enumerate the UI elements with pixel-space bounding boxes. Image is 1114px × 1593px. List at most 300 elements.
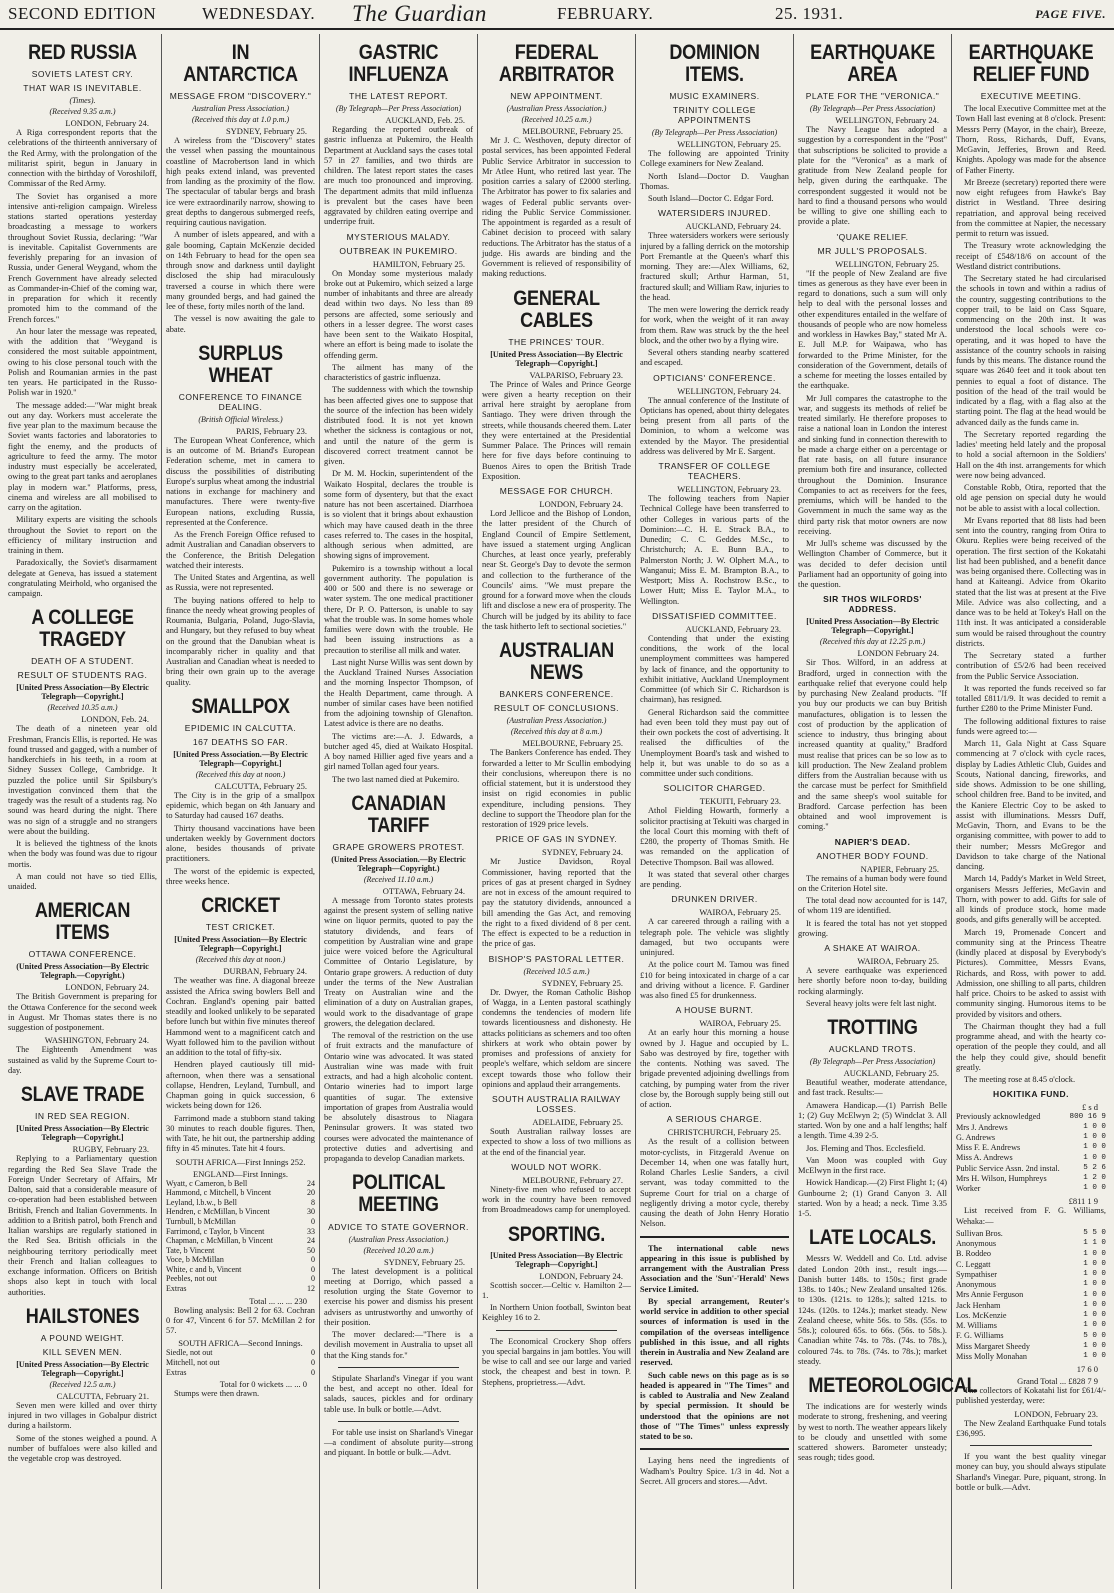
paragraph: At the police court M. Tamou was fined £10 for being intoxicated in charge of a car and driving without a licence. F. Gardiner was also fined £5 for drunkenness. [640, 960, 789, 1001]
headline-surplus-wheat: SURPLUS WHEAT [198, 341, 283, 387]
fund-row-value: 1 0 0 [1083, 1352, 1106, 1361]
scorecard [166, 1348, 315, 1377]
subhead: AUCKLAND TROTS. [828, 1044, 917, 1055]
subhead: SOVIETS LATEST CRY. [31, 69, 134, 80]
subhead: ANOTHER BODY FOUND. [816, 850, 929, 861]
fund-row [956, 1301, 1106, 1311]
subhead: A SHAKE AT WAIROA. [824, 943, 921, 954]
paragraph: The collectors of Kokatahi list for £61/4/- published yesterday, were: [956, 1386, 1106, 1406]
fund-row [956, 1123, 1106, 1133]
credit: (By Telegraph—Per Press Association) [651, 128, 778, 138]
paragraph: South Australian railway losses are expected to show a loss of two millions as at the end of the financial year. [482, 1127, 631, 1157]
paragraph: Mr J. C. Westhoven, deputy director of postal services, has been appointed Federal Public Service Arbitrator in succession to Mr Atlee Hunt, who retired last year. The position carries a salary of £2000 sterling. The Arbitrator has power to fix salaries and wages of Federal public servants over-riding the Public Service Commissioner. The appointment is regarded as a result of Cabinet decision to proceed with salary reductions. The Arbitrator has the status of a judge. His awards are binding and the Government is relieved of responsibility of making reductions. [482, 136, 631, 279]
subhead: EPIDEMIC IN CALCUTTA. [184, 722, 297, 733]
dateline: SYDNEY, February 25. [541, 977, 623, 988]
subhead: TRANSFER OF COLLEGE TEACHERS. [658, 461, 771, 482]
fund-row-value: 1 0 0 [1083, 1143, 1106, 1152]
day-label: WEDNESDAY. [202, 4, 316, 23]
dateline: WASHINGTON, February 24. [44, 1035, 149, 1046]
paragraph: The following teachers from Napier Technical College have been transferred to other Colleges in various parts of the Dominion:—C. H. E. Strack B.A., to Dunedin; C. C. Geddes M.Sc., to Christchurch; A. E. Bunn B.A., to Palmerston North; J. W. Olphert M.A., to Wanganui; Miss E. M. Brampton B.A., to Westport; Miss A. Rochstrow B.Sc., to Lower Hutt; Miss E. Taylor M.A., to Wellington. [640, 494, 789, 606]
score-row [166, 1255, 315, 1265]
score-row [166, 1348, 315, 1358]
received-time: (Received this day at 12.25 p.m.) [819, 637, 926, 647]
paragraph: It is believed the tightness of the knots when the body was found was due to rigour mortis. [8, 839, 157, 869]
divider [970, 1445, 1092, 1446]
fund-total: £811 1 9 [1068, 1196, 1098, 1207]
fund-row [956, 1164, 1106, 1174]
score-row-value: 0 [311, 1216, 315, 1226]
dateline: WELLINGTON, February 24. [835, 115, 939, 126]
paragraph: A message from Toronto states protests against the present system of selling native wine on liquor permits, quoted to pay the statutory dividends, and fears of competition by Australian wine and grape juice were voiced before the Agricultural Committee of Ontario Legislature, by Ontario grape growers. A reduction of duty under the terms of the New Australian Treaty on Australian wine and the elimination of a duty on Australian grapes, would work to the disadvantage of grape growers, the delegation declared. [324, 895, 473, 1028]
fund-row-value: 1 0 0 [1083, 1280, 1106, 1289]
dateline: LONDON, February 24. [539, 499, 623, 510]
subhead: A HOUSE BURNT. [675, 1005, 754, 1016]
fund-row-name: Worker [956, 1184, 981, 1194]
dateline: WELLINGTON, February 25. [835, 258, 939, 269]
paragraph: Van Moon was coupled with Guy McElwyn in the first race. [798, 1155, 947, 1176]
fund-row-name: M. Williams [956, 1321, 997, 1331]
fund-row-name: Sullivan Bros. [956, 1228, 1003, 1238]
paragraph: Thirty thousand vaccinations have been undertaken weekly by Government doctors alone, besides thousands of private practitioners. [166, 823, 315, 864]
credit: (By Telegraph—Per Press Association) [335, 104, 462, 114]
paragraph: The Secretary stated a further contribution of £5/2/6 had been received from the Public Service Association. [956, 651, 1106, 681]
fund-row-value: 1 0 0 [1083, 1270, 1106, 1279]
received-time: (Received 10.20 a.m.) [363, 1245, 434, 1255]
fund-row-value: 5 5 0 [1083, 1229, 1106, 1238]
subhead: MESSAGE FOR CHURCH. [499, 486, 614, 497]
paragraph: The following are appointed Trinity College examiners for New Zealand. [640, 149, 789, 169]
received-time: (Received 10.35 a.m.) [47, 703, 118, 713]
paragraph: The Soviet has organised a more intensive anti-religion campaign. Wireless stations started operations yesterday broadcasting a message to workers throughout Soviet Russia, declaring: "War is inevitable. Capitalist Governments are feverishly preparing for an invasion of Russia, under General Weygand, whom the French Government have already selected as Commander-in-Chief of the coming war, in preparation for which it recently promoted him to the command of the French forces." [8, 191, 157, 324]
dateline: NAPIER, February 25. [860, 863, 939, 874]
score-row-name: Siedle, not out [166, 1348, 213, 1358]
subhead: RESULT OF CONCLUSIONS. [494, 703, 619, 714]
score-row-name: Turnbull, b McMillan [166, 1216, 236, 1226]
cable-notice: The international cable news appearing in this issue is published by arrangement with the Australian Press Association and the 'Sun'-'Herald' News Service Limited. [640, 1243, 789, 1294]
credit: [United Press Association—By Electric Telegraph—Copyright.] [16, 1359, 149, 1378]
score-row [166, 1358, 315, 1368]
credit: [United Press Association—By Electric Telegraph—Copyright.] [174, 935, 307, 954]
credit: Australian Press Association.) [191, 104, 290, 114]
headline-sporting: SPORTING. [507, 1222, 606, 1246]
score-row [166, 1274, 315, 1284]
dateline: LONDON, Feb. 24. [81, 714, 149, 725]
subhead: DRUNKEN DRIVER. [671, 894, 758, 905]
score-row-name: Mitchell, not out [166, 1358, 220, 1367]
credit: (Australian Press Association.) [348, 1234, 449, 1244]
subhead: WATERSIDERS INJURED. [658, 208, 771, 219]
received-time: (Received this day at 8 a.m.) [510, 727, 603, 737]
paragraph: A man could not have so tied Ellis, unaided. [8, 871, 157, 892]
score-row [166, 1217, 315, 1227]
score-row [166, 1265, 315, 1275]
fund-row-name: Miss Margaret Sheedy [956, 1341, 1030, 1351]
divider [338, 1421, 459, 1422]
fund-row-name: Previously acknowledged [956, 1112, 1041, 1122]
headline-australian-news: AUSTRALIAN NEWS [499, 639, 614, 685]
paragraph: March 11, Gala Night at Cass Square commencing at 7 o'clock with cycle races, display by Ladies Athletic Club, Guides and Scouts, National dancing, fireworks, and side shows. Admission to be one shilling, school children free. Band to be invited, and the Kaniere Electric Coy to be asked to assist with illuminations. Messrs Duff, McGavin, Thorn, and Evans to be the organising committee, with power to add to their number; Messrs McGregor and Davidson to take charge of the National dancing. [956, 739, 1106, 872]
paragraph: Farrimond made a stubborn stand taking 30 minutes to reach double figures. Then, with Tate, he hit out, the partnership adding fifty in 45 minutes. Tate hit 4 fours. [166, 1113, 315, 1154]
subhead: KILL SEVEN MEN. [42, 1346, 123, 1357]
score-row-value: 0 [311, 1255, 315, 1265]
received-time: (Received 10.25 a.m.) [521, 115, 592, 125]
fund-row [956, 1153, 1106, 1163]
dateline: DURBAN, February 24. [223, 966, 307, 977]
fund-row-name: Public Service Assn. 2nd instal. [956, 1163, 1060, 1173]
subhead: TEST CRICKET. [205, 922, 276, 933]
subhead: GRAPE GROWERS PROTEST. [332, 841, 465, 852]
score-row [166, 1227, 315, 1237]
paragraph: March 19, Promenade Concert and community sing at the Princess Theatre (kindly placed at disposal by Everybody's Pictures). Committee, Messrs Evans, Richards, and Ross, with power to add. Admission, one shilling to all parts, children half price. Choirs to be asked to assist with community singing. Humorous items to be provided by visitors and others. [956, 927, 1106, 1019]
subhead: SOLICITOR CHARGED. [663, 783, 766, 794]
fund-row [956, 1331, 1106, 1341]
score-row-name: White, c and b, Vincent [166, 1264, 242, 1274]
advertisement: Stipulate Sharland's Vinegar if you want the best, and accept no other. Ideal for salads, sauces, pickles and for ordinary table use. In bulk or bottle.—Advt. [324, 1373, 473, 1414]
headline-college-tragedy: A COLLEGE TRAGEDY [31, 606, 134, 652]
advertisement: The Economical Crockery Shop offers you special bargains in jam bottles. You will be wise to call and see our large and varied stock, the cheapest and best in town. P. Stephens, proprietress.—Advt. [482, 1336, 631, 1387]
dateline: AUCKLAND, Feb. 25. [385, 115, 465, 126]
fund-row-name: Sympathiser [956, 1269, 997, 1279]
paragraph: The buying nations offered to help to finance the needy wheat growing peoples of Roumania, Bulgaria, Poland, Jugo-Slavia, and Hungary, but they refused to buy wheat on the ground that the Danubian wheat is incomparably richer in quality and that Australian and Canadian wheat is needed to bring their own grain up to the average quality. [166, 595, 315, 687]
paragraph: Three watersiders workers were seriously injured by a falling derrick on the motorship Port Fremantle at the Queen's wharf this morning. They are:—Alex Williams, 62, fractured skull; Arthur Harman, 51, fractured skull; and William Raw, injuries to the head. [640, 231, 789, 302]
columns [4, 34, 1110, 1589]
column-2 [162, 34, 320, 1589]
paragraph: List received from F. G. Williams, Wehaka:— [956, 1206, 1106, 1226]
dateline: VALPARISO, February 23. [529, 369, 623, 380]
paragraph: A car careered through a railing with a telegraph pole. The vehicle was slightly damaged, but two occupants were uninjured. [640, 917, 789, 958]
score-row-value: 12 [307, 1284, 315, 1294]
score-row-value: 0 [311, 1367, 315, 1377]
dateline: CHRISTCHURCH, February 25. [667, 1127, 781, 1138]
paragraph: The Prince of Wales and Prince George were given a hearty reception on their arrival here straight by aeroplane from Santiago. They were driven through the streets, while thousands cheered them. Later they were entertained at the Presidential Summer Palace. The Princes will remain here for five days before continuing to Buenos Aires to open the British Trade Exposition. [482, 379, 631, 481]
paragraph: In Northern Union football, Swinton beat Keighley 16 to 2. [482, 1303, 631, 1323]
dateline: WELLINGTON, February 23. [677, 484, 781, 495]
dateline: SYDNEY, February 25. [225, 126, 307, 137]
dateline: AUCKLAND, February 25. [843, 1068, 939, 1079]
credit: (British Official Wireless.) [198, 414, 283, 424]
subhead: THAT WAR IS INEVITABLE. [23, 83, 142, 94]
dateline: WAIROA, February 25. [699, 907, 781, 918]
paragraph: Scottish soccer.—Celtic v. Hamilton 2—1. [482, 1280, 631, 1300]
paragraph: The meeting rose at 8.45 o'clock. [964, 1075, 1076, 1085]
paragraph: As the result of a collision between motor-cyclists, in Fitzgerald Avenue on December 14, when one was fatally hurt, Roland Charles Leslie Sanders, a civil servant, was today committed to the Supreme Court for trial on a charge of negligently driving a motor cycle, thereby causing the death of John Henry Horatio Nelson. [640, 1137, 789, 1229]
fund-row [956, 1321, 1106, 1331]
score-row-value: 8 [311, 1197, 315, 1207]
paragraph: Howick Handicap.—(2) First Flight 1; (4) Gunbourne 2; (1) Grand Canyon 3. All started. Won by a head; a neck. Time 3.35 1-5. [798, 1178, 947, 1219]
paragraph: It was stated that several other charges are pending. [640, 869, 789, 890]
paragraph: Athol Fielding Howarth, formerly a solicitor practising at Tekuiti was charged in the local Court this morning with theft of £280, the property of Thomas Smith. He was remanded on the application of Detective Thompson. Bail was allowed. [640, 806, 789, 867]
received-time: (Received 9.35 a.m.) [49, 107, 116, 117]
paragraph: The total dead now accounted for is 147, of whom 119 are identified. [798, 896, 947, 916]
paragraph: The City is in the grip of a smallpox epidemic, which began on 4th January and to Saturday had caused 167 deaths. [166, 790, 315, 821]
paragraph: It was reported the funds received so far totalled £811/1/9. It was decided to remit a further £280 to the Prime Minister Fund. [956, 683, 1106, 714]
column-1 [4, 34, 162, 1589]
month-label: FEBRUARY. [557, 4, 654, 23]
fund-row-value: 1 0 0 [1083, 1249, 1106, 1258]
paragraph: Sir Thos. Wilford, in an address at Bradford, urged in connection with the earthquake relief that everyone could help by purchasing New Zealand products. "If you buy our products we can buy British manufactures, obligation is to lessen the cost of production by the application of science to industry, thus bringing about increased quantity at quality," Bradford must realise that prices can be so low as to kill production. The New Zealand problem differs from the Australian because with us the carcase must be perfect for Smithfield and the same sheep's wool suitable for Bradford. Carcase perfection has been obtained and wool improvement is coming." [798, 658, 947, 832]
score-row-value: 0 [311, 1358, 315, 1367]
score-row-name: Hammond, c Mitchell, b Vincent [166, 1188, 272, 1198]
fund-row [956, 1260, 1106, 1270]
subhead: SIR THOS WILFORDS' ADDRESS. [823, 594, 922, 615]
score-row [166, 1368, 315, 1378]
score-row-name: Wyatt, c Cameron, b Bell [166, 1178, 248, 1188]
paragraph: Dr M. M. Hockin, superintendent of the Waikato Hospital, declares the trouble is some form of dysentery, but that the exact nature has not been ascertained. Diarrhoea is so violent that it brings about exhaustion which may have caused death in the three cases referred to. The cases in the hospital, although serious when admitted, are showing signs of improvement. [324, 469, 473, 561]
dateline: SYDNEY, February 25. [383, 1256, 465, 1267]
subhead: A POUND WEIGHT. [40, 1332, 125, 1343]
credit: [United Press Association—By Electric Telegraph—Copyright.] [16, 683, 149, 702]
headline-late-locals: LATE LOCALS. [808, 1226, 936, 1250]
fund-row-name: F. G. Williams [956, 1331, 1004, 1341]
advertisement: For table use insist on Sharland's Vinegar—a condiment of absolute purity—strong and piquant. In bottle or bulk.—Advt. [324, 1427, 473, 1458]
score-row-value: 24 [307, 1236, 315, 1246]
credit: (United Press Association.—By Electric Telegraph—Copyright.) [331, 854, 466, 873]
subhead: THE LATEST REPORT. [349, 91, 448, 102]
credit: (Times). [69, 96, 96, 106]
divider [338, 1367, 459, 1368]
paragraph: A number of islets appeared, and with a gale booming, Captain McKenzie decided on 14th February to head for the open sea through snow and darkness until daylight disclosed the ship had miraculously traversed a course in which there were many grounded bergs, and had gained the lee of these, forty miles north of the land. [166, 230, 315, 312]
subhead: PRICE OF GAS IN SYDNEY. [495, 834, 618, 845]
credit: [United Press Association—By Electric Telegraph—Copyright.] [490, 1250, 623, 1269]
paragraph: South Island—Doctor C. Edgar Ford. [648, 194, 774, 204]
headline-canadian-tariff: CANADIAN TARIFF [351, 791, 446, 837]
paragraph: "If the people of New Zealand are five times as generous as they have ever been in regard to donations, such a sum will only help to deal with the personal losses and other expenditures entailed in the welfare of thousands of people who are now homeless and workless in Hawkes Bay," stated Mr A. E. Jull M.P. for Waipawa, who has forwarded to the Prime Minister, for the consideration of the Government, details of a scheme for meeting the losses entailed by the earthquake. [798, 268, 947, 391]
subhead: NAPIER'S DEAD. [834, 836, 911, 847]
column-3 [320, 34, 478, 1589]
paragraph: Replying to a Parliamentary question regarding the Red Sea Slave Trade the Foreign Under Secretary of Affairs, Mr Dalton, said that a considerable measure of co-operation had been established between British, French and Italian Governments. In addition to a British patrol, both French and Italian warships are regularly stationed in the Red Sea. British officials in the neighbouring territory periodically meet their French and Italian colleagues to exchange information. Officers on British shops also kept in touch with local authorities. [8, 1154, 157, 1297]
dateline: AUCKLAND, February 23. [685, 623, 781, 634]
fund-row-value: 1 0 0 [1083, 1122, 1106, 1131]
subhead: MUSIC EXAMINERS. [669, 91, 760, 102]
fund-row [956, 1342, 1106, 1352]
fund-subtotal: 17 6 0 [1076, 1364, 1098, 1375]
paragraph: Paradoxically, the Soviet's disarmament delegate at Geneva, has issued a statement congratulating Meirhold, who organised the campaign. [8, 558, 157, 599]
currency-header: £ s d [1081, 1102, 1098, 1113]
innings-label: ENGLAND—First Innings. [193, 1168, 288, 1179]
headline-federal-arbitrator: FEDERAL ARBITRATOR [498, 41, 615, 87]
fund-grand-total: Grand Total ... £828 7 9 [1017, 1376, 1098, 1387]
score-row-name: Extras [166, 1367, 187, 1377]
paragraph: The death of a nineteen year old Freshman, Francis Ellis, is reported. He was found trussed and gagged, with a number of handkerchiefs in his teeth, in a room at Sidney Sussex College, Cambridge. It puzzled the police until Sir Spilsbury's investigation convinced them that the tragedy was the result of a students rag. No sound was heard during the night. There was no sign of a struggle and no strangers were about the building. [8, 724, 157, 836]
dateline: LONDON, February 23. [1014, 1408, 1098, 1419]
masthead [0, 0, 1114, 30]
paragraph: The indications are for westerly winds moderate to strong, freshening, and veering by west to north. The weather appears likely to be cloudy and unsettled with some scattered showers. Barometer unsteady; seas rough; tides good. [798, 1402, 947, 1463]
newspaper-title: The Guardian [352, 1, 487, 26]
paragraph: Constable Robb, Otira, reported that the old age pension on special duty he would not be able to assist with a local collection. [956, 483, 1106, 513]
paragraph: The ailment has many of the characteristics of gastric influenza. [324, 362, 473, 383]
cable-notice: Such cable news on this page as is so headed is appeared in "The Times" and is cabled to Australia and New Zealand by special permission. It should be understood that the opinions are not those of "The Times" unless expressly stated to be so. [640, 1370, 789, 1442]
paragraph: Stumps were then drawn. [174, 1389, 260, 1399]
cable-notice: By special arrangement, Reuter's world service in addition to other special sources of information is used in the compilation of the overseas intelligence published in this issue, and all rights therein in Australia and New Zealand are reserved. [640, 1296, 789, 1368]
dateline: WELLINGTON, February 24. [677, 385, 781, 396]
fund-row-value: 1 0 0 [1083, 1341, 1106, 1350]
fund-row [956, 1239, 1106, 1249]
headline-trotting: TROTTING [827, 1016, 918, 1040]
dateline: CALCUTTA, February 21. [56, 1390, 149, 1401]
paragraph: The Secretary stated he had circularised the schools in town and within a radius of the country, suggesting contributions to the copper trail, to be laid on Cass Square, commencing on the 20th inst. It was understood the local schools were co-operating, and it was hoped to have the assistance of the country schools in raising funds by this means. The distance round the square was 2640 feet and it took about ten pennies to equal a foot of distance. The position of the head of the trail would be indicated by a flag, with a flag also at the starting point. The flag at the head would be advanced daily as the funds came in. [956, 274, 1106, 427]
score-row-name: Peebles, not out [166, 1274, 217, 1284]
credit: (By Telegraph—Per Press Association) [809, 1057, 936, 1067]
subhead: HOKITIKA FUND. [992, 1089, 1070, 1100]
score-row [166, 1284, 315, 1294]
divider [640, 1236, 789, 1238]
paragraph: Military experts are visiting the schools throughout the Soviet to report on the efficiency of military instruction and training in them. [8, 515, 157, 556]
subhead: EXECUTIVE MEETING. [980, 91, 1082, 102]
fund-row-name: Mrs J. Andrews [956, 1122, 1008, 1132]
paragraph: Mr Jull compares the catastrophe to the war, and suggests its methods of relief be treated similarly. He therefore proposes to raise a national loan in London the interest and sinking fund in connection therewith to be made a charge either on a percentage or flat rate basis, on all future insurance premium both fire and insurance, collected throughout the Dominion. Insurance Companies to act as receivers for the fees, premiums, which will be handed to the Government in much the same way as the third party risk that motor owners are now receiving. [798, 393, 947, 536]
headline-political-meeting: POLITICAL MEETING [352, 1171, 445, 1217]
paragraph: The two last named died at Pukemiro. [332, 774, 460, 784]
paragraph: Pukemiro is a township without a local government authority. The population is 400 or 500 and there is no sewerage or water system. The one medical practitioner there, Dr P. O. Patterson, is unable to say what the trouble was. In some homes whole families were down with the trouble. He had been issuing instructions as a precaution to sterilise all milk and water. [324, 563, 473, 655]
paragraph: The latest development is a political meeting at Dorrigo, which passed a resolution urging the State Governor to exercise his power and dismiss his present advisers as untrustworthy and unworthy of their position. [324, 1266, 473, 1327]
date-label: 25. 1931. [775, 4, 844, 23]
dateline: HAMILTON, February 25. [372, 258, 465, 269]
dateline: MELBOURNE, February 25. [522, 738, 623, 749]
paragraph: The Chairman thought they had a full programme ahead, and with the hearty co-operation of the people they could, and all the help they could give, should benefit greatly. [956, 1021, 1106, 1072]
fund-row-value: 5 0 0 [1083, 1331, 1106, 1340]
subhead: SOUTH AUSTRALIA RAILWAY LOSSES. [492, 1094, 621, 1115]
edition-label: SECOND EDITION [8, 4, 157, 23]
paragraph: Dr. Dwyer, the Roman Catholic Bishop of Wagga, in a Lenten pastoral scathingly condemns the tendencies of modern life towards licentiousness and dishonesty. He attacks politicians as schemers and too often shirkers at work who obtain power by promises and professions of anxiety for people's welfare, which seldom are sincere except towards those who follow their opinions and applaud their arrangements. [482, 987, 631, 1089]
fund-row-value: 1 0 0 [1083, 1290, 1106, 1299]
paragraph: The Eighteenth Amendment was sustained as valid by the Supreme Court to-day. [8, 1045, 157, 1075]
dateline: PARIS, February 23. [236, 425, 307, 436]
fund-row [956, 1270, 1106, 1280]
paragraph: Seven men were killed and over thirty injured in two villages in Gobalpur district during a hailstorm. [8, 1400, 157, 1431]
divider [496, 1330, 617, 1331]
paragraph: The Treasury wrote acknowledging the receipt of £548/18/6 on account of the Westland district contributions. [956, 241, 1106, 271]
fund-row-name: Jack Henham [956, 1300, 1001, 1310]
paragraph: Mr Jull's scheme was discussed by the Wellington Chamber of Commerce, but it was decided to defer decision until Parliament had an opportunity of going into the question. [798, 539, 947, 590]
fund-row [956, 1249, 1106, 1259]
subhead: OTTAWA CONFERENCE. [28, 949, 137, 960]
subhead: 167 DEATHS SO FAR. [192, 736, 289, 747]
paragraph: Ninety-five men who refused to accept work in the country have been removed from Broadmeadows camp for unemployed. [482, 1184, 631, 1215]
headline-smallpox: SMALLPOX [191, 694, 290, 718]
column-7 [952, 34, 1110, 1589]
dateline: WAIROA, February 25. [699, 1018, 781, 1029]
paragraph: The New Zealand Earthquake Fund totals £36,995. [956, 1418, 1106, 1438]
headline-gastric-influenza: GASTRIC INFLUENZA [348, 41, 449, 87]
score-row-value: 0 [311, 1264, 315, 1274]
innings-total: Total for 0 wickets ... ... 0 [219, 1379, 307, 1390]
fund-row-value: 1 0 0 [1083, 1321, 1106, 1330]
paragraph: The European Wheat Conference, which is an outcome of M. Briand's European Federation scheme, met in camera to discuss the possibilities of distributing Europe's surplus wheat among the industrial nations in exchange for machinery and manufactures. There were twenty-five European nations, excluding Russia, represented at the Conference. [166, 435, 315, 527]
headline-american-items: AMERICAN ITEMS [34, 899, 131, 945]
paragraph: It is feared the total has not yet stopped growing. [798, 918, 947, 938]
paragraph: The men were lowering the derrick ready for work, when the weight of it ran away from them. Raw was struck by the the heel block, and the other two by a flying wire. [640, 305, 789, 345]
paragraph: Beautiful weather, moderate attendance, and fast track. Results:— [798, 1078, 947, 1098]
paragraph: The victims are:—A. J. Edwards, a butcher aged 45, died at Waikato Hospital. A boy named Hillier aged five years and a girl named Tollan aged four years. [324, 731, 473, 772]
score-row [166, 1207, 315, 1217]
headline-earthquake-relief-fund: EARTHQUAKE RELIEF FUND [968, 41, 1094, 87]
score-row [166, 1198, 315, 1208]
score-row [166, 1236, 315, 1246]
credit: [United Press Association—By Electric Telegraph—Copyright.] [490, 349, 623, 368]
subhead: A SERIOUS CHARGE. [666, 1114, 763, 1125]
fund-list [956, 1229, 1106, 1362]
page-label: PAGE FIVE. [1035, 6, 1106, 21]
subhead: THE PRINCES' TOUR. [508, 336, 605, 347]
divider [640, 1448, 789, 1450]
headline-dominion-items: DOMINION ITEMS. [669, 41, 760, 87]
paragraph: The removal of the restriction on the use of fruit extracts and the manufacture of Ontario wine was advocated. It was stated Australian wine was made with fruit extracts, and had a high alcoholic content. Ontario wineries had to import large quantities of sugar. The extensive importation of grapes from Australia would be absolutely disastrous to Niagara Peninsular growers. It was stated two courses were advocated the maintenance of protective duties and advertising and propaganda to develop Canadian markets. [324, 1031, 473, 1164]
subhead: MR JULL'S PROPOSALS. [817, 245, 928, 256]
fund-row [956, 1112, 1106, 1122]
fund-row-name: Miss Molly Monahan [956, 1351, 1027, 1361]
paragraph: Several heavy jolts were felt last night. [806, 998, 937, 1008]
subhead: OPTICIANS' CONFERENCE. [653, 372, 776, 383]
paragraph: At an early hour this morning a house owned by J. Hague and occupied by L. Sabo was destroyed by fire, together with the contents. Nothing was saved. The brigade prevented adjoining dwellings from catching, by pumping water from the river close by, the Borough supply being still out of action. [640, 1028, 789, 1110]
fund-row-value: 1 0 0 [1083, 1184, 1106, 1193]
paragraph: Regarding the reported outbreak of gastric influenza at Pukemiro, the Health Department at Auckland says the cases total 57 in 27 families, and two thirds are children. The latest report states the cases are much too pronounced and improving. The department admits that mild influenza is prevalent but the cases have been aggravated by children eating overripe and underripe fruit. [324, 125, 473, 227]
paragraph: The remains of a human body were found on the Criterion Hotel site. [798, 873, 947, 893]
headline-meteorological: METEOROLOGICAL [808, 1374, 978, 1398]
paragraph: General Richardson said the committee had even been told they must pay out of their own pockets the cost of advertising. It realised the difficulties of the Unemployment Board's task and wished to help it, but was unable to do so as a committee under such conditions. [640, 707, 789, 779]
paragraph: Mr Justice Davidson, Royal Commissioner, having reported that the prices of gas at present charged in Sydney are not in excess of the amount required to pay the statutory dividends, announced a bill amending the Gas Act, and removing the right to a fixed dividend of 8 per cent. The effect is expected to be a reduction in the price of gas. [482, 857, 631, 949]
paragraph: March 14, Paddy's Market in Weld Street, organisers Messrs Jefferies, McGavin and Thorn, with power to add. Gifts for sale of all kinds of produce stock, home made goods, and gifts generally will be accepted. [956, 874, 1106, 925]
score-row [166, 1246, 315, 1256]
fund-row [956, 1133, 1106, 1143]
score-row-value: 50 [307, 1245, 315, 1255]
paragraph: Messrs W. Weddell and Co. Ltd. advise dated London 20th inst., result ings.—Danish butter 148s. to 150s.; first grade 138s. to 140s.; New Zealand unsalted 126s. to 130s. (121s. to 128s.); salted 121s. to 124s. (120s. to 124s.); market steady. New Zealand cheese, white 56s. to 58s. (55s. to 58s.); coloured 65s. to 66s. (56s. to 58s.). Canadian white 74s. to 78s. (74s. to 78s.), coloured 74s. to 78s. (74s. to 78s.); market steady. [798, 1254, 947, 1366]
headline-earthquake-area: EARTHQUAKE AREA [810, 41, 935, 87]
fund-row-value: 1 2 0 [1083, 1174, 1106, 1183]
fund-row-name: Miss F. E. Andrews [956, 1143, 1021, 1153]
dateline: LONDON, February 24. [65, 982, 149, 993]
credit: [United Press Association—By Electric Telegraph—Copyright.] [16, 1124, 149, 1143]
dateline: LONDON, February 24. [539, 1270, 623, 1281]
paragraph: An hour later the message was repeated, with the addition that "Weygand is considered the most suitable appointment, owing to his close personal touch with the Polish and Roumanian armies in the past ten years. He participated in the Russo-Polish war in 1920." [8, 326, 157, 398]
headline-general-cables: GENERAL CABLES [513, 286, 600, 332]
fund-row-name: Miss A. Andrews [956, 1153, 1013, 1163]
dateline: ADELAIDE, February 25. [532, 1117, 623, 1128]
subhead: MYSTERIOUS MALADY. [346, 231, 451, 242]
fund-row [956, 1229, 1106, 1239]
headline-antarctica: IN ANTARCTICA [183, 41, 298, 87]
fund-row [956, 1174, 1106, 1184]
headline-cricket: CRICKET [201, 894, 280, 918]
dateline: RUGBY, February 23. [72, 1144, 149, 1155]
received-time: (Received 12.5 a.m.) [49, 1379, 116, 1389]
fund-row-value: 5 2 6 [1083, 1163, 1106, 1172]
fund-row [956, 1143, 1106, 1153]
fund-row-name: Mrs Annie Ferguson [956, 1290, 1024, 1300]
score-row-value: 30 [307, 1207, 315, 1217]
score-row-value: 33 [307, 1226, 315, 1236]
fund-row-name: G. Andrews [956, 1132, 996, 1142]
paragraph: The Bankers Conference has ended. They forwarded a letter to Mr Scullin embodying their conclusions, whereupon there is no official statement, but it is understood they insist on rigid economies in public expenditure, including pensions. They decline to support the Theodore plan for the restoration of 1929 price levels. [482, 748, 631, 830]
paragraph: Several others standing nearby scattered and escaped. [640, 348, 789, 368]
headline-red-russia: RED RUSSIA [28, 41, 137, 64]
headline-slave-trade: SLAVE TRADE [20, 1083, 145, 1107]
paragraph: A wireless from the "Discovery" states the vessel when passing the mountainous coastline of Macrobertson land in which high peaks extend inland, was prevented from landing as the proximity of the flow. The spectacular of tabular bergs and brash ice were extraordinarily narrow, showing to great depths to dangerous submerged reefs, requiring cautious navigation. [166, 136, 315, 228]
score-row-name: Hendren, c McMillan, b Vincent [166, 1207, 270, 1217]
subhead: NEW APPOINTMENT. [510, 91, 603, 102]
fund-row-value: 800 16 9 [1069, 1112, 1106, 1121]
paragraph: The message added:—"War might break out any day. Workers must accelerate the five year plan to the maximum because the Soviet wants factories and laboratories to fight the enemy, and the products of agriculture to feed the army. The motor industry must especially be accelerated, owing to the great part tanks and aeroplanes play in modern war." Platforms, press, cinema and wireless are all mobilised to carry on the agitation. [8, 400, 157, 513]
fund-row-value: 1 0 0 [1083, 1133, 1106, 1142]
subhead: RESULT OF STUDENTS RAG. [17, 670, 148, 681]
dateline: WELLINGTON, February 25. [677, 139, 781, 150]
score-row [166, 1179, 315, 1189]
fund-row-name: B. Roddeo [956, 1249, 992, 1259]
fund-row-value: 1 1 0 [1083, 1239, 1106, 1248]
credit: (By Telegraph—Per Press Association) [809, 104, 936, 114]
dateline: MELBOURNE, February 27. [522, 1174, 623, 1185]
dateline: OTTAWA, February 24. [382, 885, 465, 896]
subhead: 'QUAKE RELIEF. [836, 231, 909, 242]
